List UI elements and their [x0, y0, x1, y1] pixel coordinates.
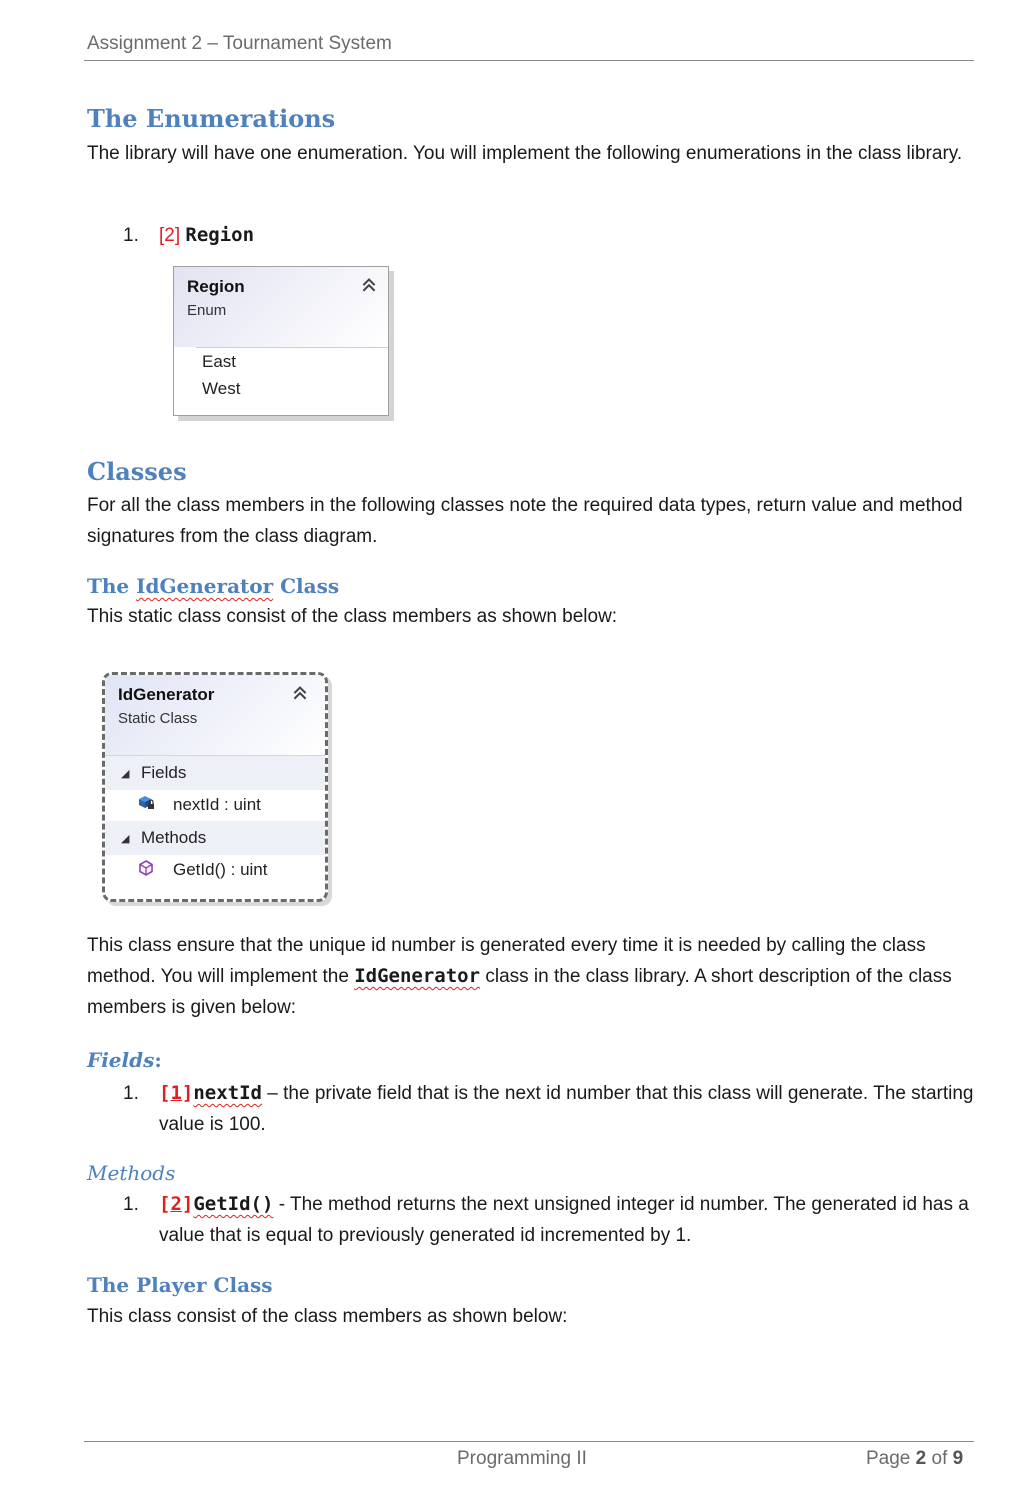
description-part-b: class in the class library. A short description of the class members is given below: — [87, 966, 952, 1018]
heading-suffix: Class — [273, 574, 340, 598]
enumerations-heading: The Enumerations — [87, 104, 336, 133]
fields-section-header[interactable] — [105, 756, 325, 790]
field-member: nextId : uint — [173, 795, 261, 814]
player-intro: This class consist of the class members as shown below: — [87, 1306, 568, 1327]
mark-value: 1 — [170, 1082, 182, 1104]
classes-heading: Classes — [87, 457, 187, 486]
classes-intro: For all the class members in the following classes note the required data types, return value and method signatures from the class diagram. — [87, 495, 963, 547]
idgenerator-intro: This static class consist of the class members as shown below: — [87, 606, 618, 627]
player-heading: The Player Class — [87, 1273, 273, 1297]
heading-class-name: IdGenerator — [136, 574, 274, 598]
footer-rule — [84, 1441, 974, 1442]
expand-triangle-icon[interactable]: ◢ — [121, 833, 130, 845]
diagram-class-kind: Enum — [187, 302, 227, 319]
description-class-code: IdGenerator — [354, 965, 481, 987]
mark-close: ] — [181, 1193, 194, 1215]
expand-triangle-icon[interactable]: ◢ — [121, 768, 130, 780]
enum-list-item — [123, 220, 254, 251]
enum-name-code: Region — [185, 224, 255, 246]
mark-open: [ — [159, 1082, 171, 1104]
description-part-a: This class ensure that the unique id number is generated every time it is needed by calling the class method. You will implement the — [87, 935, 926, 987]
field-code: nextId — [193, 1082, 262, 1104]
page-total: 9 — [952, 1448, 964, 1469]
methods-heading: Methods — [87, 1161, 176, 1185]
enum-member-west: West — [202, 379, 241, 398]
page-header-title: Assignment 2 – Tournament System — [87, 33, 392, 54]
double-chevron-up-icon[interactable] — [291, 683, 309, 701]
methods-label: Methods — [141, 828, 207, 847]
page-word: Page — [866, 1448, 911, 1469]
fields-heading-colon: : — [154, 1048, 162, 1072]
method-member: GetId() : uint — [173, 860, 268, 879]
list-number: 1. — [123, 1083, 139, 1104]
field-list-item — [159, 1078, 974, 1140]
method-list-item — [159, 1189, 974, 1251]
diagram-class-name: Region — [187, 277, 245, 296]
method-code: GetId() — [193, 1193, 274, 1215]
mark-badge: [2] — [159, 225, 181, 246]
field-description: – the private field that is the next id number that this class will generate. The starting value is 100. — [159, 1083, 974, 1135]
double-chevron-up-icon[interactable] — [360, 275, 378, 293]
method-description: - The method returns the next unsigned integer id number. The generated id has a value that is equal to previously generated id incremented by 1. — [159, 1194, 969, 1246]
footer-course: Programming II — [457, 1448, 587, 1469]
private-field-icon — [137, 793, 155, 811]
header-rule — [84, 60, 974, 61]
diagram-divider — [196, 347, 388, 348]
methods-section-header[interactable] — [105, 821, 325, 855]
fields-label: Fields — [141, 763, 187, 782]
page-current: 2 — [915, 1448, 927, 1469]
mark-open: [ — [159, 1193, 171, 1215]
list-number: 1. — [123, 225, 139, 246]
method-cube-icon — [137, 859, 155, 877]
footer-page-number — [866, 1448, 963, 1470]
fields-heading-text: Fields — [87, 1048, 155, 1072]
enum-member-east: East — [202, 352, 237, 371]
mark-close: ] — [181, 1082, 194, 1104]
region-class-diagram — [173, 266, 389, 416]
enumerations-intro: The library will have one enumeration. You will implement the following enumerations in the class library. — [87, 143, 963, 164]
mark-value: 2 — [170, 1193, 182, 1215]
idgenerator-heading — [87, 574, 339, 598]
diagram-class-kind: Static Class — [118, 710, 198, 727]
fields-heading — [87, 1048, 162, 1072]
idgenerator-class-diagram — [102, 672, 328, 902]
idgenerator-description — [87, 930, 972, 1023]
heading-prefix: The — [87, 574, 137, 598]
of-word: of — [931, 1448, 948, 1469]
diagram-class-name: IdGenerator — [118, 685, 215, 704]
list-number: 1. — [123, 1194, 139, 1215]
